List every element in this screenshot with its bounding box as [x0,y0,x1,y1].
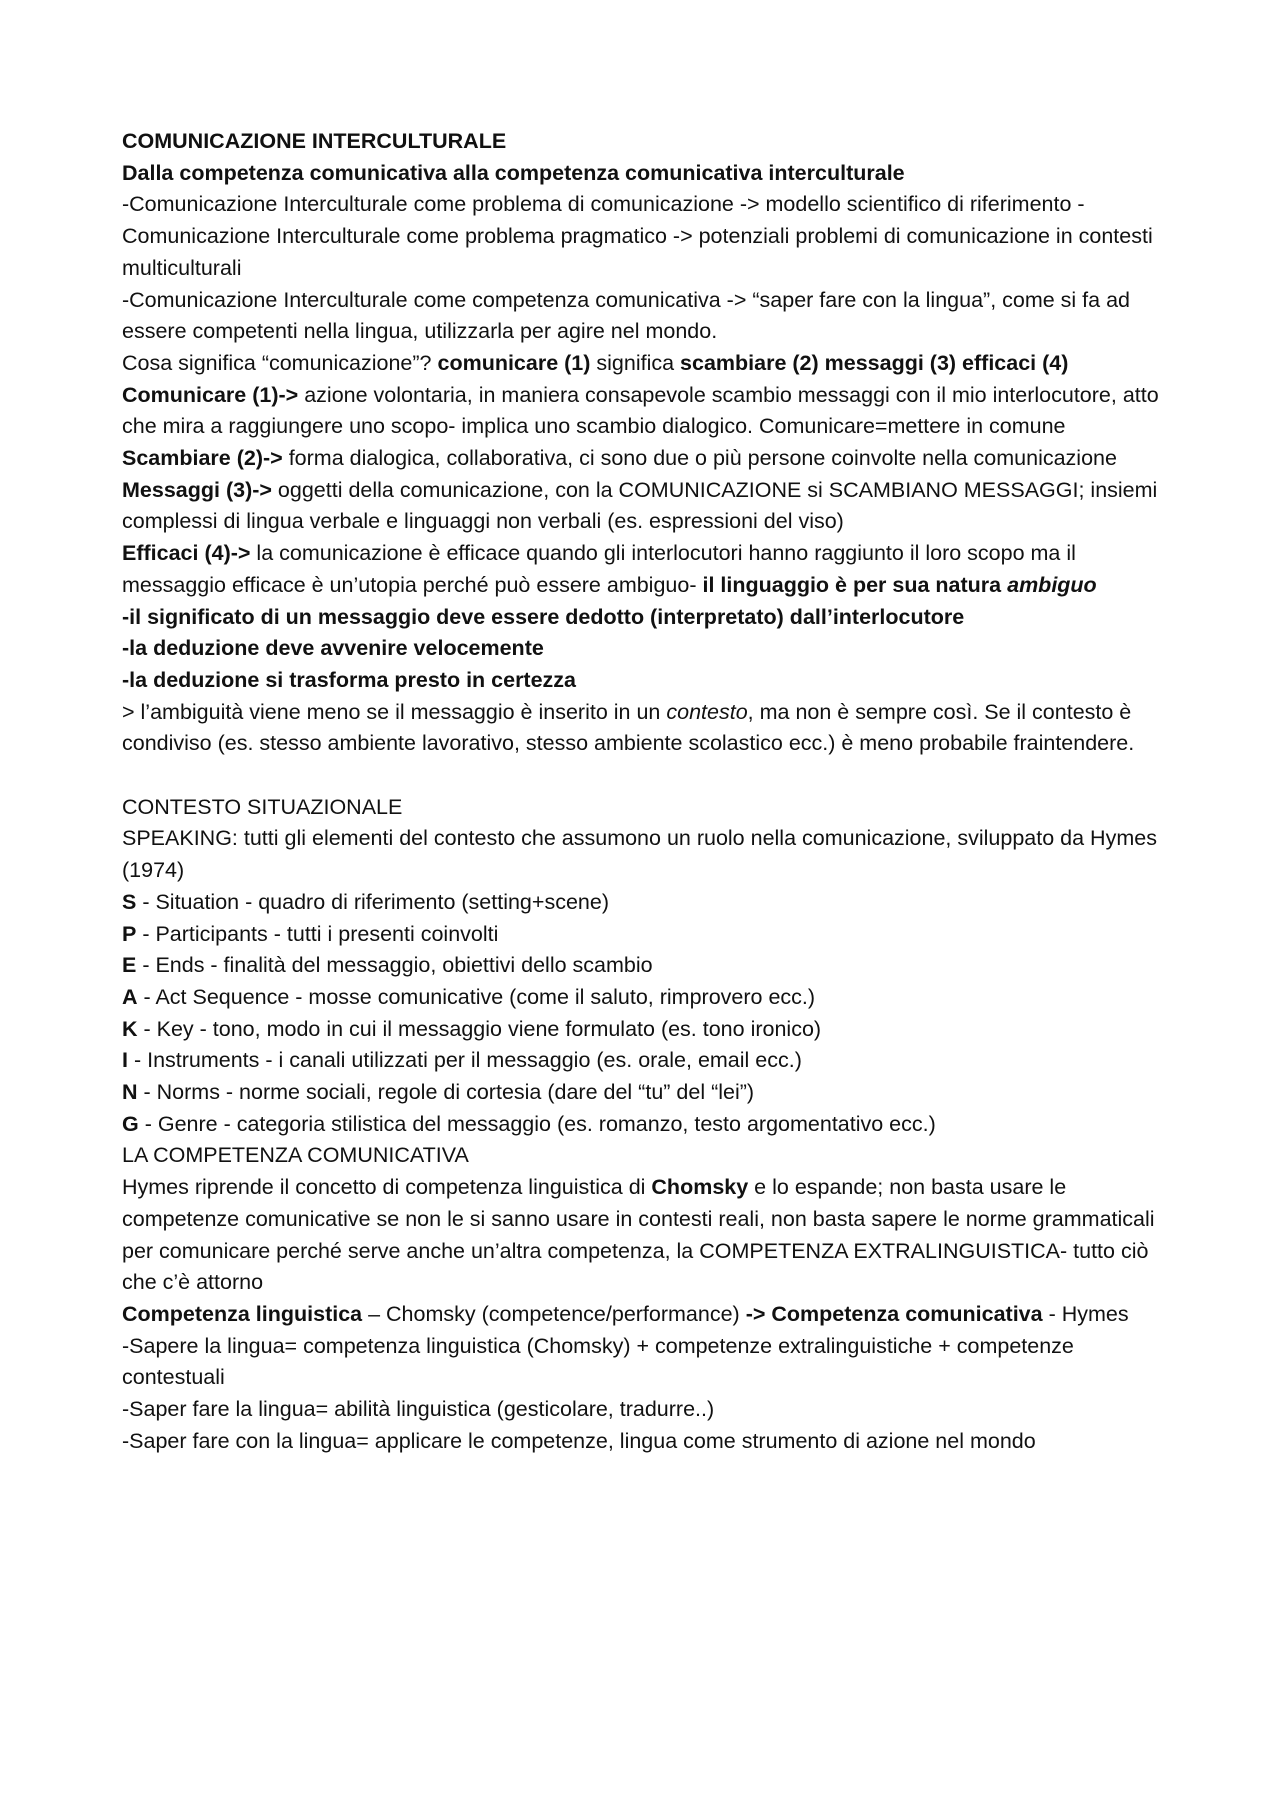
paragraph [122,1109,1172,1141]
text-run: K [122,1016,138,1041]
text-run: – Chomsky (competence/performance) [362,1302,746,1326]
text-run: -Saper fare con la lingua= applicare le competenze, lingua come strumento di azione nel mondo [122,1428,1036,1453]
paragraph [122,348,1172,380]
paragraph [122,792,1172,824]
paragraph [122,887,1172,919]
paragraph [122,1077,1172,1109]
paragraph [122,665,1172,697]
text-run: -Saper fare la lingua= abilità linguistica (gesticolare, tradurre..) [122,1397,715,1422]
text-run: azione volontaria, in maniera consapevole scambio messaggi con il mio interlocutore, atto che mira a raggiungere uno scopo- implica uno scambio dialogico. Comunicare=mettere in comune [122,382,1159,439]
text-run: -Comunicazione Interculturale come competenza comunicativa -> “saper fare con la lingua”, come si fa ad essere competenti nella lingua, utilizzarla per agire nel mondo. [122,287,1131,344]
text-run: -Comunicazione Interculturale come problema di comunicazione -> modello scientifico di riferimento - Comunicazione Interculturale come problema pragmatico -> potenziali problemi di comunicazione in contesti multiculturali [122,192,1153,280]
text-run: Comunicare (1)-> [122,382,299,407]
paragraph [122,380,1172,443]
paragraph [122,1426,1172,1458]
text-run: -il significato di un messaggio deve essere dedotto (interpretato) dall’interlocutore [122,604,965,629]
text-run: scambiare (2) messaggi (3) efficaci (4) [680,350,1069,375]
text-run: - Act Sequence - mosse comunicative (come il saluto, rimprovero ecc.) [137,984,816,1009]
paragraph [122,1140,1172,1172]
paragraph [122,538,1172,601]
text-run: Competenza linguistica [122,1302,363,1326]
text-run: Hymes riprende il concetto di competenza linguistica di [122,1175,652,1200]
text-run: ambiguo [1007,572,1097,597]
text-run: forma dialogica, collaborativa, ci sono due o più persone coinvolte nella comunicazione [282,446,1117,471]
text-run: N [122,1080,138,1105]
text-run: contesto [666,699,748,724]
text-run: Scambiare (2)-> [122,446,283,471]
text-run: - Norms - norme sociali, regole di cortesia (dare del “tu” del “lei”) [137,1080,755,1105]
paragraph [122,602,1172,634]
text-run: -Sapere la lingua= competenza linguistica (Chomsky) + competenze extralinguistiche + competenze contestuali [122,1333,1074,1390]
text-run: - Ends - finalità del messaggio, obiettivi dello scambio [136,953,653,978]
text-run: - Situation - quadro di riferimento (setting+scene) [136,889,609,914]
text-run: COMUNICAZIONE INTERCULTURALE [122,129,507,153]
text-run: la comunicazione è efficace quando gli interlocutori hanno raggiunto il loro scopo ma il messaggio efficace è un’utopia perché può essere ambiguo- [122,541,1076,597]
text-run: - Hymes [1042,1302,1129,1326]
text-run: I [122,1048,128,1073]
paragraph [122,1045,1172,1077]
text-run: - Key - tono, modo in cui il messaggio viene formulato (es. tono ironico) [137,1016,822,1041]
text-run: - Participants - tutti i presenti coinvolti [136,921,499,946]
text-run: oggetti della comunicazione, con la COMUNICAZIONE si SCAMBIANO MESSAGGI; insiemi complessi di lingua verbale e linguaggi non verbali (es. espressioni del viso) [122,477,1158,534]
text-run: > l’ambiguità viene meno se il messaggio è inserito in un [122,699,667,724]
paragraph [122,1299,1172,1331]
paragraph [122,950,1172,982]
text-run: Chomsky [651,1175,749,1200]
text-run: G [122,1111,139,1136]
paragraph [122,823,1172,886]
text-run: - Instruments - i canali utilizzati per il messaggio (es. orale, email ecc.) [127,1048,802,1073]
text-run: A [122,984,138,1009]
paragraph [122,158,1172,190]
text-run: comunicare (1) [437,350,591,375]
text-run: il linguaggio è per sua natura [702,572,1008,597]
text-run: e lo espande; non basta usare le competenze comunicative se non le si sanno usare in contesti reali, non basta sapere le norme grammaticali per comunicare perché serve anche un’altra competenza, la COMPETENZA EXTRALINGUISTICA- tutto ciò che c’è attorno [122,1175,1155,1295]
text-run: significa [590,350,681,375]
text-run: -la deduzione si trasforma presto in certezza [122,667,577,692]
document-page [122,126,1172,1458]
paragraph [122,633,1172,665]
text-run: , ma non è sempre così. Se il contesto è condiviso (es. stesso ambiente lavorativo, stesso ambiente scolastico ecc.) è meno probabile fraintendere. [122,699,1135,756]
text-run: Cosa significa “comunicazione”? [122,350,438,375]
text-run: Messaggi (3)-> [122,477,272,502]
paragraph [122,443,1172,475]
text-run: E [122,953,137,978]
text-run: - Genre - categoria stilistica del messaggio (es. romanzo, testo argomentativo ecc.) [138,1111,936,1136]
text-run: Efficaci (4)-> [122,541,251,566]
text-run: -> Competenza comunicativa [745,1302,1043,1326]
text-run: S [122,889,137,914]
text-run: CONTESTO SITUAZIONALE [122,794,403,819]
paragraph [122,1172,1172,1299]
paragraph [122,189,1172,284]
paragraph [122,475,1172,538]
blank-line [122,760,1172,792]
paragraph [122,126,1172,158]
text-run: SPEAKING: tutti gli elementi del contesto che assumono un ruolo nella comunicazione, sviluppato da Hymes (1974) [122,826,1157,883]
text-run: P [122,921,137,946]
paragraph [122,1394,1172,1426]
paragraph [122,1014,1172,1046]
paragraph [122,919,1172,951]
text-run: Dalla competenza comunicativa alla competenza comunicativa interculturale [122,160,905,185]
paragraph [122,697,1172,760]
paragraph [122,285,1172,348]
paragraph [122,1331,1172,1394]
text-run: -la deduzione deve avvenire velocemente [122,636,544,661]
text-run: LA COMPETENZA COMUNICATIVA [122,1143,469,1168]
paragraph [122,982,1172,1014]
